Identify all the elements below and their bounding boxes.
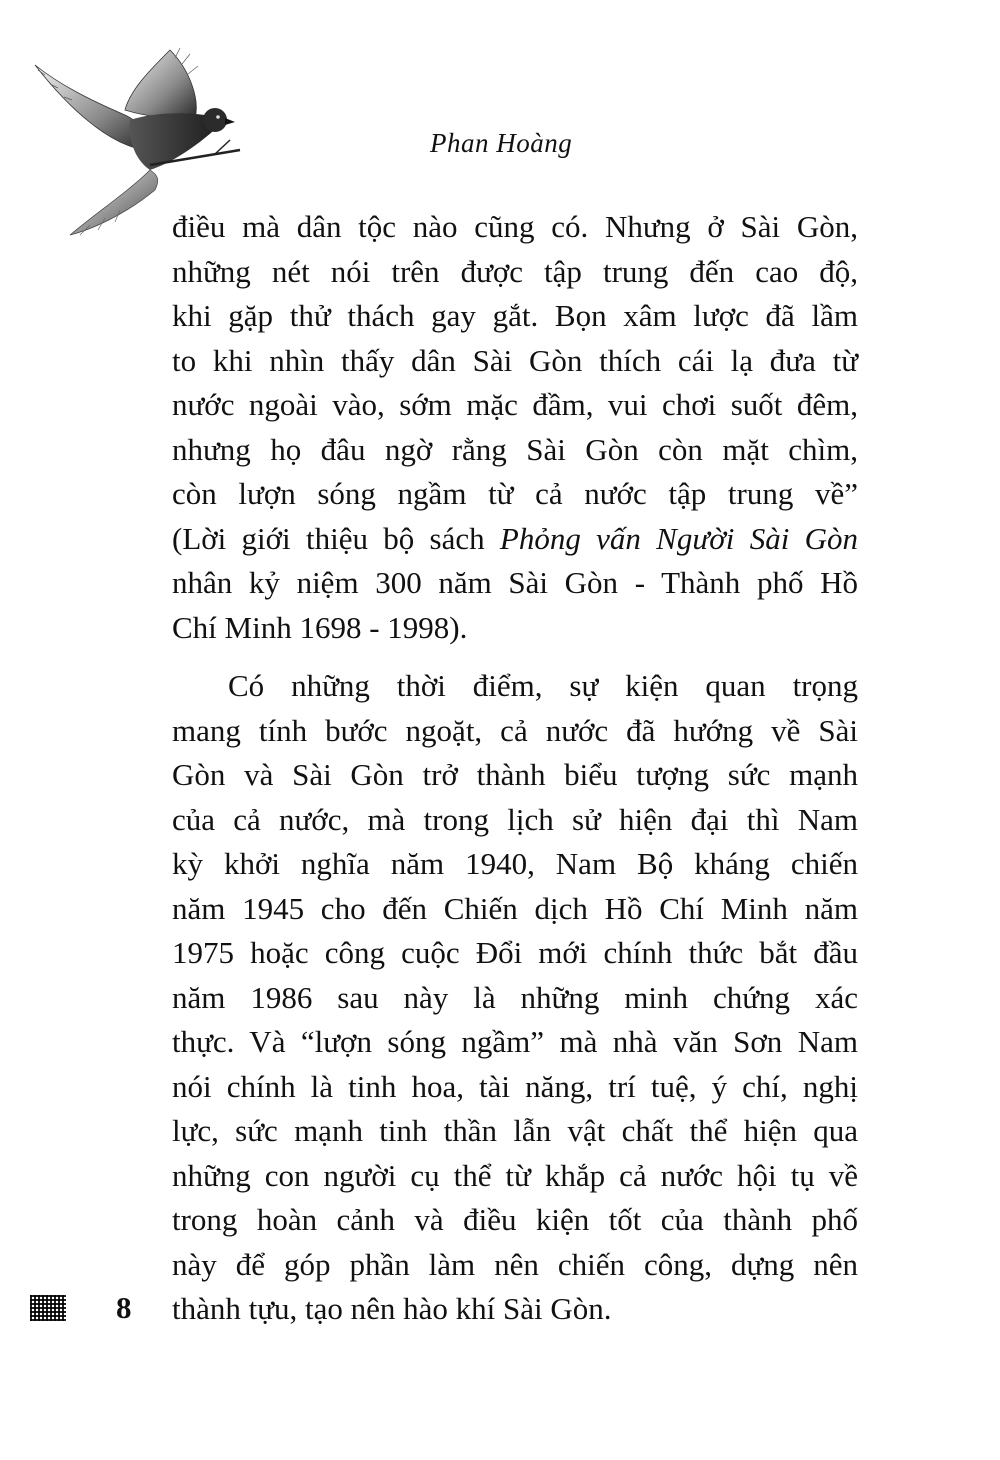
text-line: kỳ khởi nghĩa năm 1940, Nam Bộ kháng chiến <box>172 846 858 881</box>
text-line: những con người cụ thể từ khắp cả nước hội tụ về <box>172 1157 858 1193</box>
text-line: nhưng họ đâu ngờ rằng Sài Gòn còn mặt chìm, <box>172 431 858 467</box>
text-line: trong hoàn cảnh và điều kiện tốt của thành phố <box>172 1202 858 1237</box>
folio-pattern-icon <box>30 1295 66 1321</box>
text-line: Có những thời điểm, sự kiện quan trọng <box>228 668 858 703</box>
text-line: năm 1945 cho đến Chiến dịch Hồ Chí Minh năm <box>172 890 858 926</box>
text-line: thành tựu, tạo nên hào khí Sài Gòn. <box>172 1291 612 1326</box>
text-line: còn lượn sóng ngầm từ cả nước tập trung về” <box>172 476 858 511</box>
text-line: nhân kỷ niệm 300 năm Sài Gòn - Thành phố Hồ <box>172 565 858 600</box>
text-line: nước ngoài vào, sớm mặc đầm, vui chơi suốt đêm, <box>172 387 858 422</box>
text-line: này để góp phần làm nên chiến công, dựng nên <box>172 1246 858 1282</box>
text-line: thực. Và “lượn sóng ngầm” mà nhà văn Sơn Nam <box>172 1024 858 1059</box>
body-text <box>172 205 858 1332</box>
text-line: nói chính là tinh hoa, tài năng, trí tuệ, ý chí, nghị <box>172 1068 858 1104</box>
text-line: Chí Minh 1698 - 1998). <box>172 609 468 645</box>
folio <box>30 1288 132 1328</box>
running-head-author: Phan Hoàng <box>430 128 573 158</box>
text-line: những nét nói trên được tập trung đến cao độ, <box>172 253 858 289</box>
text-line: lực, sức mạnh tinh thần lẫn vật chất thể hiện qua <box>172 1113 858 1148</box>
text-line: Gòn và Sài Gòn trở thành biểu tượng sức mạnh <box>172 757 858 792</box>
text-line: của cả nước, mà trong lịch sử hiện đại thì Nam <box>172 801 858 837</box>
text-line: năm 1986 sau này là những minh chứng xác <box>172 979 858 1015</box>
paragraph-1 <box>172 205 858 650</box>
page-number: 8 <box>116 1290 132 1325</box>
text-line: to khi nhìn thấy dân Sài Gòn thích cái lạ đưa từ <box>172 342 858 378</box>
book-title: Phỏng vấn Người Sài Gòn <box>499 520 859 556</box>
text-line <box>172 517 858 562</box>
paragraph-2 <box>172 664 858 1332</box>
text-line: mang tính bước ngoặt, cả nước đã hướng về Sài <box>172 712 858 748</box>
citation-intro: (Lời giới thiệu bộ sách <box>172 520 500 556</box>
text-line: 1975 hoặc công cuộc Đổi mới chính thức bắt đầu <box>172 935 858 970</box>
text-line: khi gặp thử thách gay gắt. Bọn xâm lược đã lầm <box>172 298 858 333</box>
text-line: điều mà dân tộc nào cũng có. Nhưng ở Sài Gòn, <box>172 209 858 244</box>
